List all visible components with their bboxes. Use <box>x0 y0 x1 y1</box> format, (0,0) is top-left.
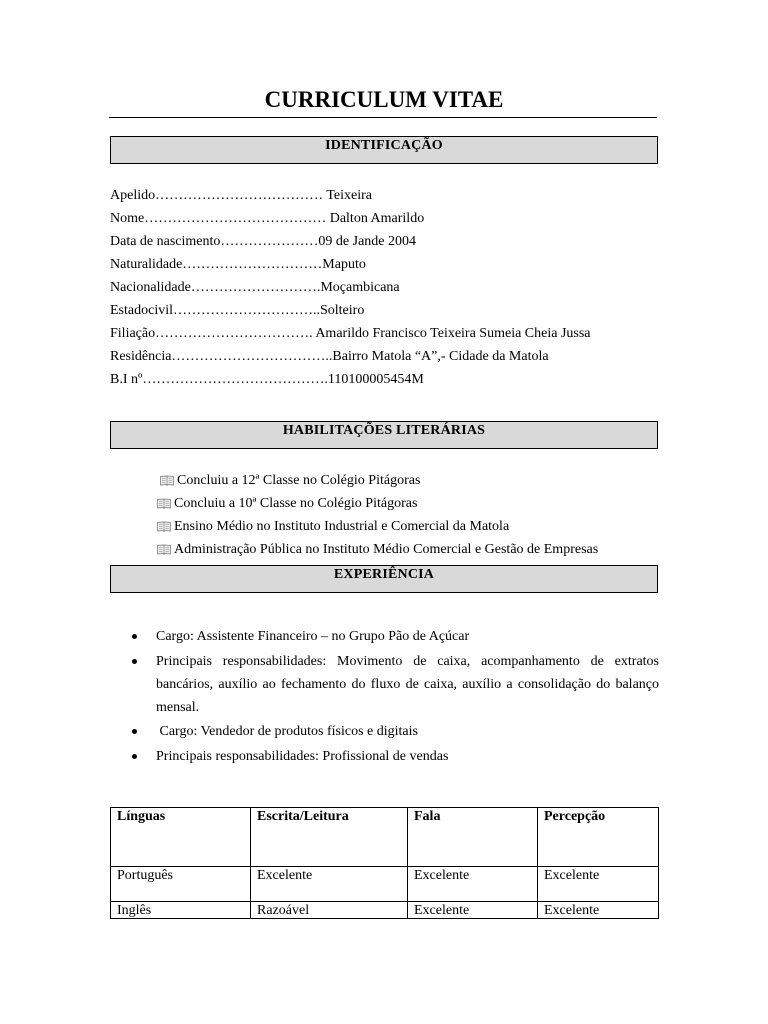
table-header-cell: Fala <box>408 808 538 867</box>
experience-item-text: Cargo: Assistente Financeiro – no Grupo Pão de Açúcar <box>156 629 470 644</box>
bullet-marker <box>132 634 137 639</box>
table-cell: Excelente <box>408 902 538 919</box>
experience-heading: EXPERIÊNCIA <box>110 565 658 593</box>
field-data-nascimento: Data de nascimento…………………09 de Jande 2004 <box>110 234 416 249</box>
experience-item-text: Cargo: Vendedor de produtos físicos e digitais <box>156 724 418 739</box>
table-cell: Inglês <box>111 902 251 919</box>
bullet-marker <box>132 754 137 759</box>
table-cell: Excelente <box>538 902 659 919</box>
education-item <box>160 469 657 492</box>
bullet-marker <box>132 729 137 734</box>
field-nome: Nome………………………………… Dalton Amarildo <box>110 211 425 226</box>
education-heading: HABILITAÇÕES LITERÁRIAS <box>110 421 658 449</box>
table-header-cell: Escrita/Leitura <box>251 808 408 867</box>
education-item-text: Ensino Médio no Instituto Industrial e Comercial da Matola <box>174 519 510 534</box>
table-cell: Excelente <box>408 867 538 902</box>
table-header-row <box>111 808 659 867</box>
book-icon <box>160 475 174 486</box>
identification-fields <box>110 184 670 391</box>
field-bi-number: B.I nº………………………………….110100005454M <box>110 372 424 387</box>
table-cell: Excelente <box>251 867 408 902</box>
bullet-marker <box>132 659 137 664</box>
education-item-text: Administração Pública no Instituto Médio Comercial e Gestão de Empresas <box>174 542 599 557</box>
experience-list <box>156 625 663 769</box>
table-header-cell: Percepção <box>538 808 659 867</box>
education-item <box>157 492 657 515</box>
table-header-cell: Línguas <box>111 808 251 867</box>
book-icon <box>157 521 171 532</box>
education-list <box>157 469 657 561</box>
field-filiacao: Filiação……………………………. Amarildo Francisco Teixeira Sumeia Cheia Jussa <box>110 326 591 341</box>
book-icon <box>157 498 171 509</box>
title-divider <box>109 117 657 118</box>
field-residencia: Residência……………………………..Bairro Matola “A”,- Cidade da Matola <box>110 349 549 364</box>
field-apelido: Apelido……………………………… Teixeira <box>110 188 373 203</box>
experience-item <box>156 650 663 719</box>
education-item-text: Concluiu a 12ª Classe no Colégio Pitágoras <box>177 473 421 488</box>
field-estado-civil: Estadocivil…………………………..Solteiro <box>110 303 365 318</box>
field-nacionalidade: Nacionalidade……………………….Moçambicana <box>110 280 400 295</box>
table-cell: Razoável <box>251 902 408 919</box>
languages-table <box>110 807 659 919</box>
education-item <box>157 515 657 538</box>
experience-item-text: Principais responsabilidades: Movimento de caixa, acompanhamento de extratos bancários, auxílio ao fechamento do fluxo de caixa, auxílio a consolidação do balanço mensal. <box>156 653 663 715</box>
experience-item <box>156 625 659 648</box>
experience-item <box>156 720 659 743</box>
experience-item <box>156 745 659 768</box>
table-row <box>111 902 659 919</box>
identification-heading: IDENTIFICAÇÃO <box>110 136 658 164</box>
education-item-text: Concluiu a 10ª Classe no Colégio Pitágoras <box>174 496 418 511</box>
education-item <box>157 538 657 561</box>
book-icon <box>157 544 171 555</box>
experience-item-text: Principais responsabilidades: Profissional de vendas <box>156 748 449 764</box>
table-row <box>111 867 659 902</box>
table-cell: Excelente <box>538 867 659 902</box>
field-naturalidade: Naturalidade…………………………Maputo <box>110 257 366 272</box>
document-title: CURRICULUM VITAE <box>264 87 504 112</box>
table-cell: Português <box>111 867 251 902</box>
